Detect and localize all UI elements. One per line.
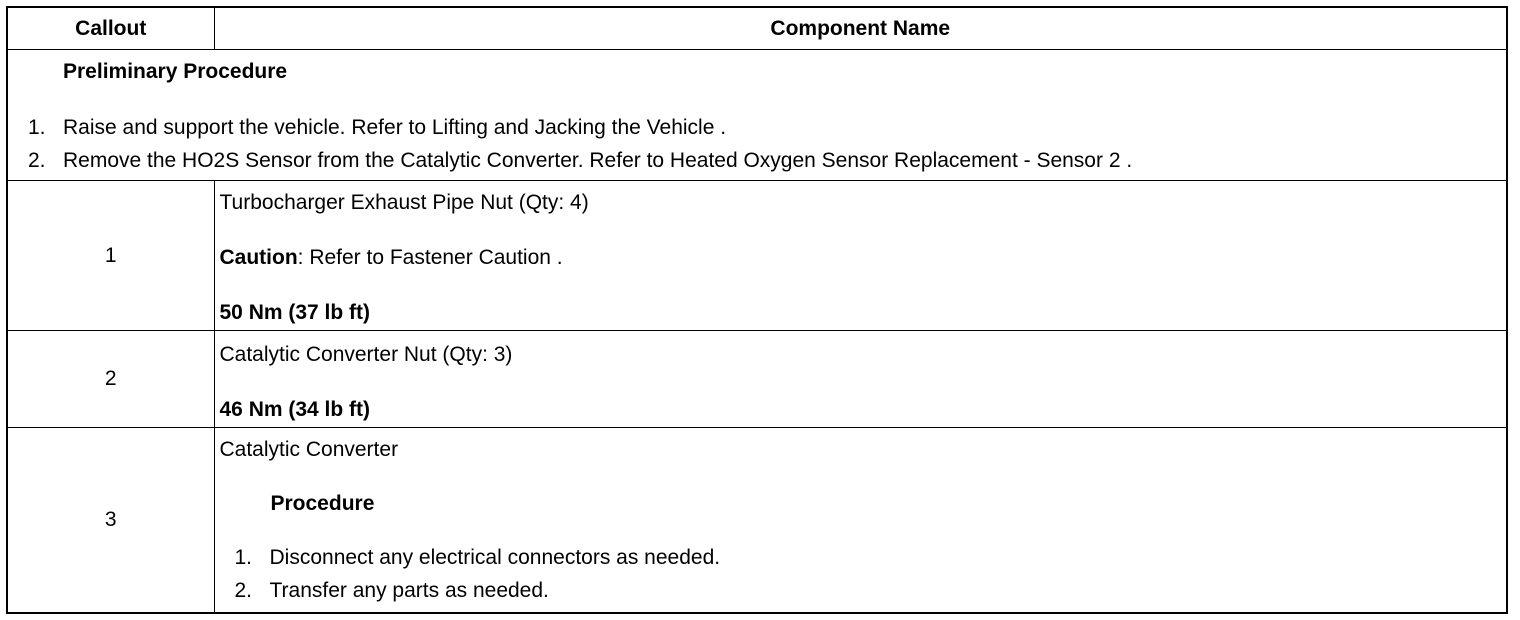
preliminary-row (7, 50, 1507, 181)
table-row (7, 181, 1507, 331)
list-item (28, 149, 1132, 182)
step-text: Transfer any parts as needed. (269, 579, 549, 602)
list-item (235, 579, 721, 612)
callout-number: 1 (7, 181, 214, 331)
component-cell (214, 428, 1507, 613)
procedure-steps (235, 546, 721, 612)
step-text: Disconnect any electrical connectors as needed. (269, 546, 721, 569)
preliminary-cell (7, 50, 1507, 181)
header-row (7, 7, 1507, 50)
table-row (7, 428, 1507, 613)
callout-header: Callout (7, 7, 214, 50)
preliminary-steps (28, 116, 1132, 182)
list-item (235, 546, 721, 579)
component-table (6, 6, 1508, 614)
table-row (7, 331, 1507, 428)
callout-number: 2 (7, 331, 214, 428)
step-number: 1. (234, 546, 253, 569)
caution-label: Caution (219, 246, 298, 269)
step-text: Remove the HO2S Sensor from the Catalytic Converter. Refer to Heated Oxygen Sensor Replacement - Sensor 2 . (63, 149, 1133, 172)
caution-text: : Refer to Fastener Caution . (297, 246, 563, 269)
procedure-title: Procedure (270, 492, 375, 515)
caution-line (220, 246, 563, 270)
component-name: Catalytic Converter (219, 438, 399, 461)
component-name: Turbocharger Exhaust Pipe Nut (Qty: 4) (219, 191, 589, 214)
step-number: 1. (28, 116, 46, 139)
component-name: Catalytic Converter Nut (Qty: 3) (219, 343, 513, 366)
step-text: Raise and support the vehicle. Refer to Lifting and Jacking the Vehicle . (63, 116, 727, 139)
component-name-header: Component Name (214, 7, 1507, 50)
list-item (28, 116, 1132, 149)
step-number: 2. (28, 149, 46, 172)
component-cell (214, 331, 1507, 428)
torque-spec: 46 Nm (34 lb ft) (219, 398, 371, 421)
preliminary-title: Preliminary Procedure (63, 60, 288, 83)
step-number: 2. (234, 579, 253, 602)
component-cell (214, 181, 1507, 331)
torque-spec: 50 Nm (37 lb ft) (219, 301, 371, 324)
callout-number: 3 (7, 428, 214, 613)
